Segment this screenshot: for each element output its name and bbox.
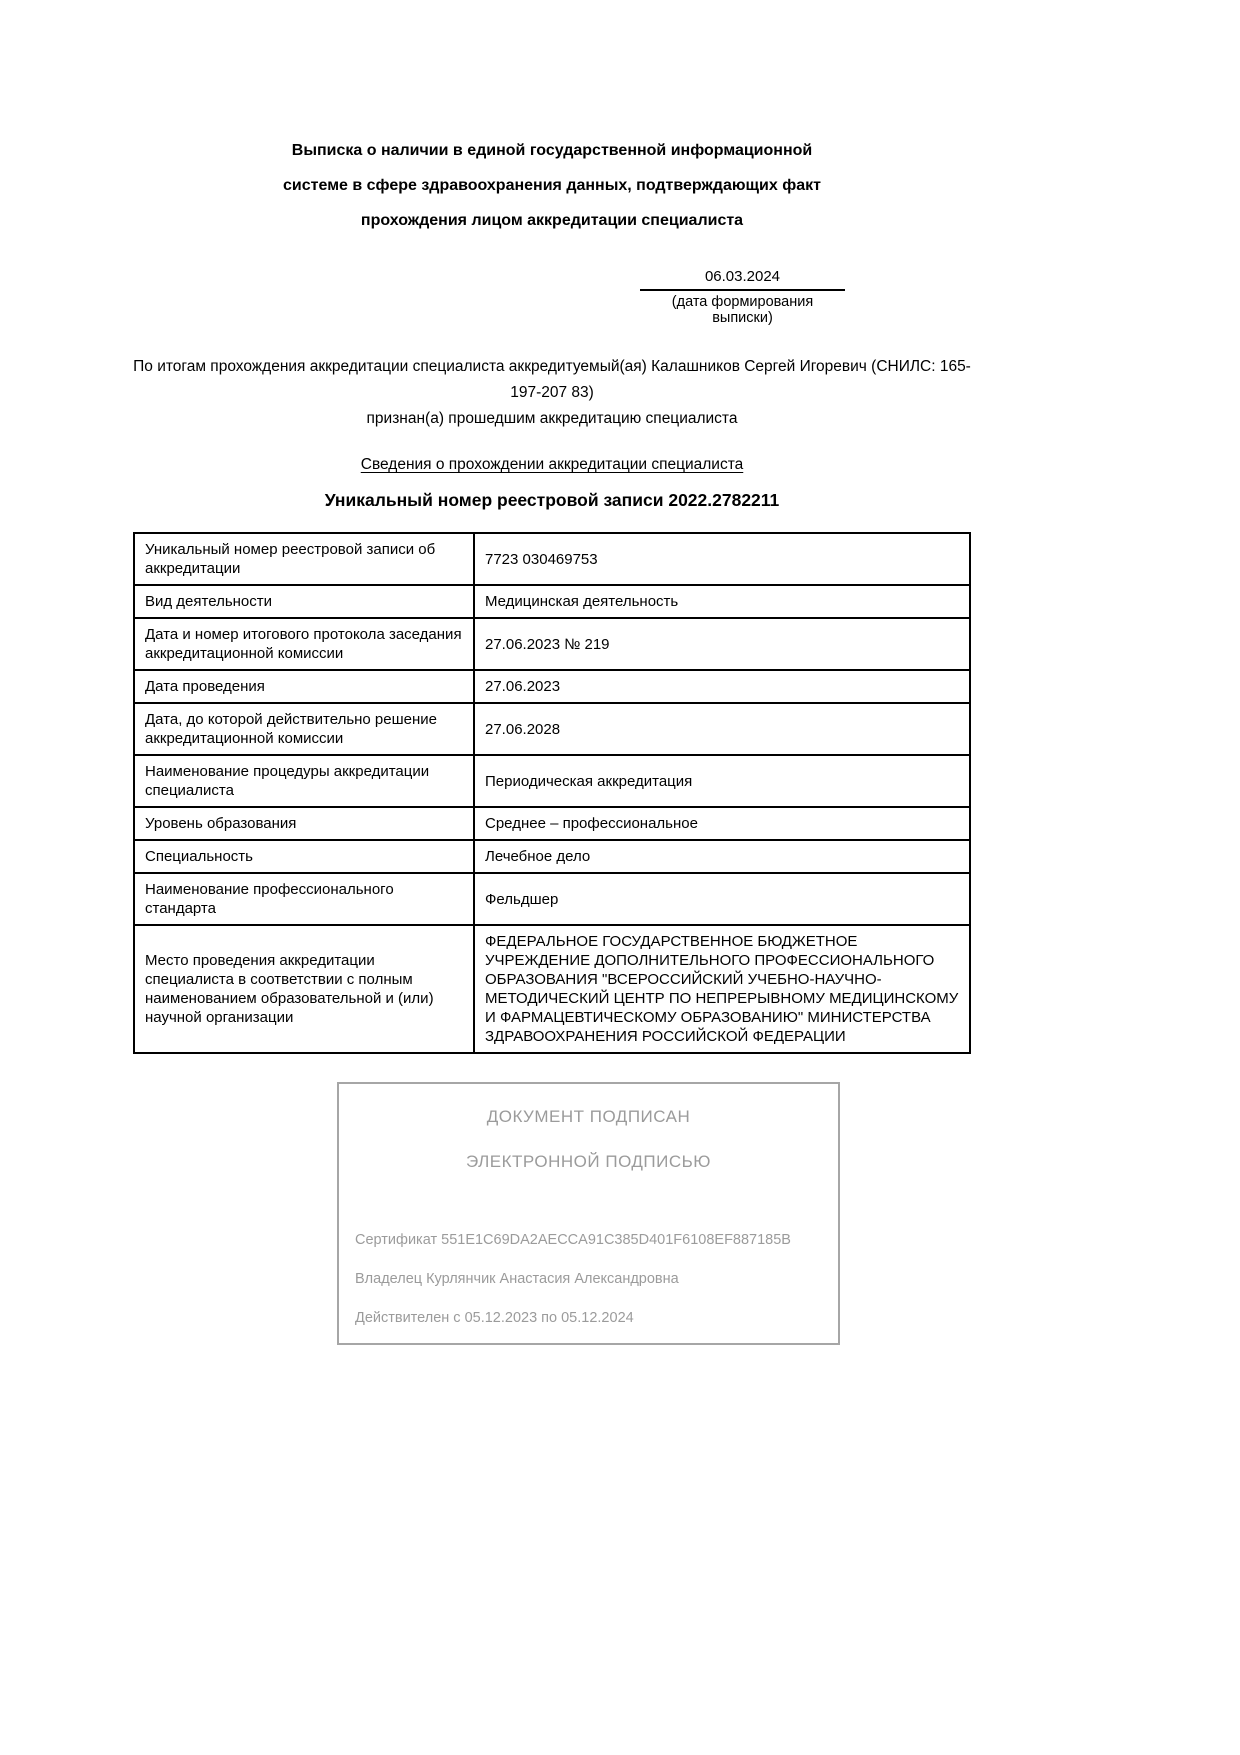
table-row	[134, 807, 970, 840]
table-row-value: 27.06.2023	[474, 670, 970, 703]
table-row-value: ФЕДЕРАЛЬНОЕ ГОСУДАРСТВЕННОЕ БЮДЖЕТНОЕ УЧРЕЖДЕНИЕ ДОПОЛНИТЕЛЬНОГО ПРОФЕССИОНАЛЬНОГО ОБРАЗОВАНИЯ "ВСЕРОССИЙСКИЙ УЧЕБНО-НАУЧНО-МЕТОДИЧЕСКИЙ ЦЕНТР ПО НЕПРЕРЫВНОМУ МЕДИЦИНСКОМУ И ФАРМАЦЕВТИЧЕСКОМУ ОБРАЗОВАНИЮ" МИНИСТЕРСТВА ЗДРАВООХРАНЕНИЯ РОССИЙСКОЙ ФЕДЕРАЦИИ	[474, 925, 970, 1053]
table-row-label: Дата проведения	[134, 670, 474, 703]
extract-date-block	[640, 268, 845, 326]
document-title-line-2: системе в сфере здравоохранения данных, подтверждающих факт	[283, 177, 821, 194]
table-row-label: Уровень образования	[134, 807, 474, 840]
table-row-label: Уникальный номер реестровой записи об аккредитации	[134, 533, 474, 585]
table-row-label: Наименование процедуры аккредитации специалиста	[134, 755, 474, 807]
table-row-label: Вид деятельности	[134, 585, 474, 618]
table-row-label: Место проведения аккредитации специалиста в соответствии с полным наименованием образовательной и (или) научной организации	[134, 925, 474, 1053]
table-row-label: Специальность	[134, 840, 474, 873]
table-row-label: Наименование профессионального стандарта	[134, 873, 474, 925]
table-row	[134, 585, 970, 618]
table-row-label: Дата, до которой действительно решение аккредитационной комиссии	[134, 703, 474, 755]
table-row	[134, 873, 970, 925]
digital-signature-stamp	[337, 1082, 840, 1345]
intro-line-2: признан(а) прошедшим аккредитацию специалиста	[366, 410, 738, 427]
table-row-value: Лечебное дело	[474, 840, 970, 873]
signature-certificate: Сертификат 551E1C69DA2AECCA91C385D401F6108EF887185B	[355, 1232, 791, 1248]
extract-date: 06.03.2024	[640, 268, 845, 291]
table-row	[134, 703, 970, 755]
extract-date-caption: (дата формирования выписки)	[671, 294, 814, 326]
table-row-value: 27.06.2023 № 219	[474, 618, 970, 670]
signature-owner: Владелец Курлянчик Анастасия Александровна	[355, 1271, 679, 1287]
table-row	[134, 533, 970, 585]
table-row-value: Медицинская деятельность	[474, 585, 970, 618]
table-row	[134, 670, 970, 703]
table-row-value: Фельдшер	[474, 873, 970, 925]
document-title	[133, 0, 971, 238]
table-row	[134, 618, 970, 670]
accreditation-table	[133, 532, 971, 1054]
intro-paragraph	[133, 354, 971, 432]
table-row-label: Дата и номер итогового протокола заседания аккредитационной комиссии	[134, 618, 474, 670]
table-row-value: Периодическая аккредитация	[474, 755, 970, 807]
signature-heading-line-2: ЭЛЕКТРОННОЙ ПОДПИСЬЮ	[466, 1152, 711, 1171]
intro-line-1: По итогам прохождения аккредитации специалиста аккредитуемый(ая) Калашников Сергей Игоревич (СНИЛС: 165-197-207 83)	[133, 358, 971, 401]
document-title-line-3: прохождения лицом аккредитации специалиста	[360, 212, 744, 229]
signature-heading-line-1: ДОКУМЕНТ ПОДПИСАН	[486, 1107, 691, 1126]
table-row-value: 27.06.2028	[474, 703, 970, 755]
table-row	[134, 840, 970, 873]
table-row-value: 7723 030469753	[474, 533, 970, 585]
section-heading: Сведения о прохождении аккредитации специалиста	[360, 456, 744, 473]
document-content	[133, 0, 971, 1345]
document-title-line-1: Выписка о наличии в единой государственной информационной	[291, 142, 813, 159]
table-row-value: Среднее – профессиональное	[474, 807, 970, 840]
signature-validity: Действителен с 05.12.2023 по 05.12.2024	[355, 1310, 634, 1326]
table-row	[134, 755, 970, 807]
registry-number-heading: Уникальный номер реестровой записи 2022.2782211	[324, 490, 780, 510]
table-row	[134, 925, 970, 1053]
